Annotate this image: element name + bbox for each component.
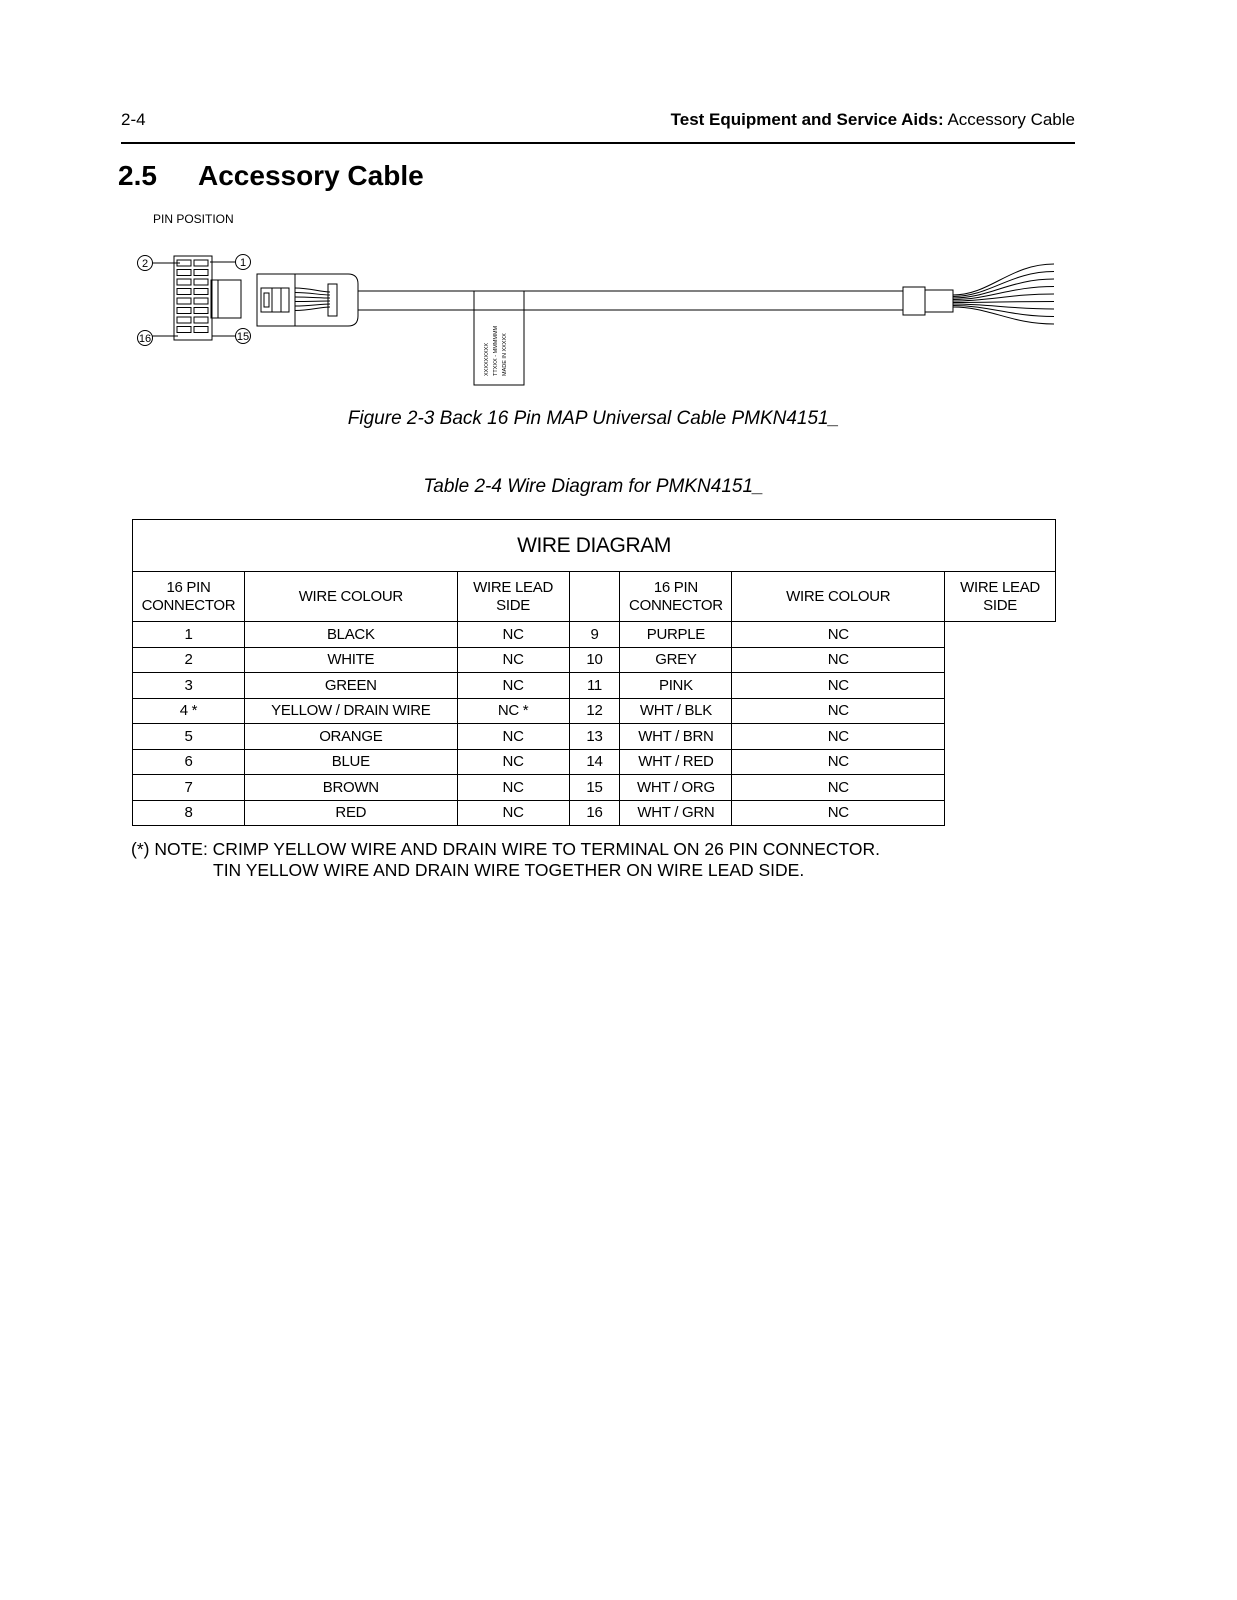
table-row: 2 WHITE NC 10 GREY NC	[133, 647, 1056, 673]
cable-ferrule	[903, 287, 925, 315]
header-lead-left: WIRE LEAD SIDE	[457, 572, 569, 622]
header-connector-left: 16 PIN CONNECTOR	[133, 572, 245, 622]
table-row: 4 * YELLOW / DRAIN WIRE NC * 12 WHT / BLK NC	[133, 698, 1056, 724]
table-caption: Table 2-4 Wire Diagram for PMKN4151_	[423, 476, 764, 497]
header-lead-right: WIRE LEAD SIDE	[945, 572, 1056, 622]
header-colour-right: WIRE COLOUR	[732, 572, 945, 622]
table-row: 1 BLACK NC 9 PURPLE NC	[133, 622, 1056, 648]
header-connector-right: 16 PIN CONNECTOR	[620, 572, 732, 622]
section-heading	[118, 160, 424, 192]
header-colour-left: WIRE COLOUR	[244, 572, 457, 622]
cable-label	[474, 291, 524, 385]
wire-diagram-table	[132, 519, 1056, 826]
label-text-2: TTXXX - MMMMMM	[493, 325, 499, 376]
label-text-1: XXXXXXXXX	[484, 342, 490, 376]
running-header-topic: Accessory Cable	[947, 110, 1075, 129]
table-row: 6 BLUE NC 14 WHT / RED NC	[133, 749, 1056, 775]
header-rule	[121, 142, 1075, 144]
label-text-3: MADE IN XXXXX	[502, 333, 508, 376]
section-number: 2.5	[118, 160, 157, 191]
pin-label-16: 16	[138, 333, 152, 345]
pin-label-2: 2	[141, 258, 149, 270]
table-header-row	[133, 572, 1056, 622]
table-note	[131, 839, 880, 881]
note-line-2: TIN YELLOW WIRE AND DRAIN WIRE TOGETHER ON WIRE LEAD SIDE.	[213, 860, 805, 880]
pin-label-1: 1	[239, 257, 247, 269]
cable-diagram	[130, 248, 1060, 390]
running-header-chapter: Test Equipment and Service Aids:	[670, 110, 944, 129]
table-row: 3 GREEN NC 11 PINK NC	[133, 673, 1056, 699]
note-line-1: (*) NOTE: CRIMP YELLOW WIRE AND DRAIN WIRE TO TERMINAL ON 26 PIN CONNECTOR.	[131, 839, 881, 859]
running-header	[671, 110, 1075, 130]
pin-label-15: 15	[236, 331, 250, 343]
page-number: 2-4	[121, 110, 146, 129]
pin-position-label: PIN POSITION	[153, 212, 234, 226]
table-row: 7 BROWN NC 15 WHT / ORG NC	[133, 775, 1056, 801]
section-title: Accessory Cable	[198, 160, 424, 191]
table-title: WIRE DIAGRAM	[133, 520, 1056, 572]
table-gap	[569, 572, 620, 622]
table-row: 8 RED NC 16 WHT / GRN NC	[133, 800, 1056, 826]
figure-caption: Figure 2-3 Back 16 Pin MAP Universal Cable PMKN4151_	[347, 408, 840, 429]
table-row: 5 ORANGE NC 13 WHT / BRN NC	[133, 724, 1056, 750]
